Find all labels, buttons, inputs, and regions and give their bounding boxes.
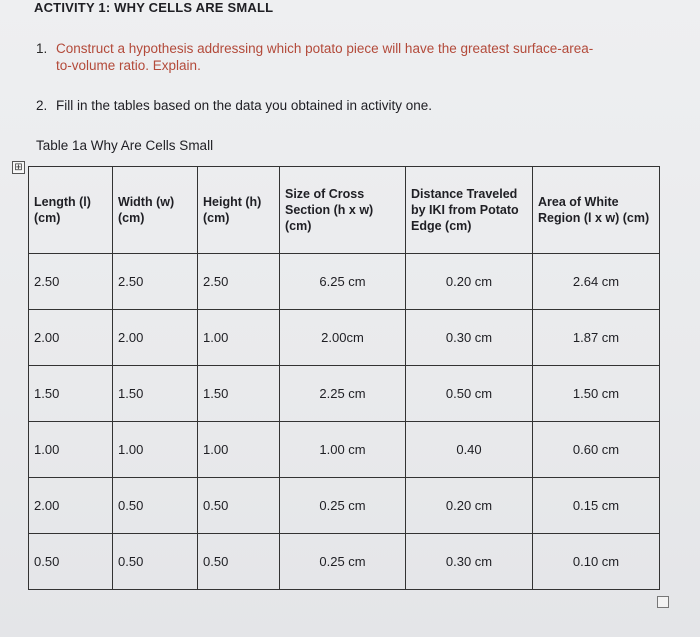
table-row (29, 422, 660, 478)
table-row (29, 366, 660, 422)
cell-white-area[interactable]: 0.10 cm (533, 534, 660, 590)
cell-white-area[interactable]: 1.87 cm (533, 310, 660, 366)
cell-height[interactable]: 0.50 (198, 534, 280, 590)
question-1 (36, 40, 666, 74)
cell-height[interactable]: 0.50 (198, 478, 280, 534)
cell-width[interactable]: 1.50 (113, 366, 198, 422)
cell-distance[interactable]: 0.20 cm (406, 254, 533, 310)
cell-length[interactable]: 0.50 (29, 534, 113, 590)
question-1-text-line2: to-volume ratio. Explain. (56, 58, 201, 73)
cell-white-area[interactable]: 2.64 cm (533, 254, 660, 310)
cell-white-area[interactable]: 1.50 cm (533, 366, 660, 422)
cell-height[interactable]: 1.00 (198, 422, 280, 478)
cell-cross-section[interactable]: 2.00cm (280, 310, 406, 366)
cell-height[interactable]: 2.50 (198, 254, 280, 310)
table-resize-handle[interactable] (657, 596, 669, 608)
cell-distance[interactable]: 0.30 cm (406, 310, 533, 366)
cell-width[interactable]: 0.50 (113, 478, 198, 534)
table-row (29, 254, 660, 310)
data-table (28, 166, 660, 590)
header-white-region-area[interactable]: Area of White Region (l x w) (cm) (533, 167, 660, 254)
cell-white-area[interactable]: 0.60 cm (533, 422, 660, 478)
activity-title: ACTIVITY 1: WHY CELLS ARE SMALL (34, 0, 274, 15)
cell-cross-section[interactable]: 6.25 cm (280, 254, 406, 310)
cell-distance[interactable]: 0.50 cm (406, 366, 533, 422)
table-move-handle-icon[interactable]: ⊞ (12, 161, 25, 174)
header-distance-traveled[interactable]: Distance Traveled by IKI from Potato Edge (cm) (406, 167, 533, 254)
cell-distance[interactable]: 0.20 cm (406, 478, 533, 534)
question-2-text: Fill in the tables based on the data you obtained in activity one. (56, 98, 432, 113)
table-row (29, 478, 660, 534)
table-row (29, 534, 660, 590)
cell-width[interactable]: 1.00 (113, 422, 198, 478)
table-caption: Table 1a Why Are Cells Small (36, 138, 214, 153)
header-width[interactable]: Width (w) (cm) (113, 167, 198, 254)
cell-height[interactable]: 1.50 (198, 366, 280, 422)
question-1-text-line1: Construct a hypothesis addressing which potato piece will have the greatest surface-area- (56, 41, 594, 56)
cell-width[interactable]: 0.50 (113, 534, 198, 590)
question-2 (36, 97, 432, 114)
cell-length[interactable]: 2.00 (29, 310, 113, 366)
header-length[interactable]: Length (l) (cm) (29, 167, 113, 254)
cell-width[interactable]: 2.50 (113, 254, 198, 310)
header-height[interactable]: Height (h) (cm) (198, 167, 280, 254)
cell-white-area[interactable]: 0.15 cm (533, 478, 660, 534)
cell-length[interactable]: 2.50 (29, 254, 113, 310)
cell-cross-section[interactable]: 2.25 cm (280, 366, 406, 422)
cell-distance[interactable]: 0.30 cm (406, 534, 533, 590)
table-row (29, 310, 660, 366)
cell-distance[interactable]: 0.40 (406, 422, 533, 478)
cell-cross-section[interactable]: 0.25 cm (280, 534, 406, 590)
cell-width[interactable]: 2.00 (113, 310, 198, 366)
table-header-row (29, 167, 660, 254)
cell-length[interactable]: 1.00 (29, 422, 113, 478)
cell-cross-section[interactable]: 1.00 cm (280, 422, 406, 478)
question-1-number: 1. (36, 41, 48, 56)
cell-cross-section[interactable]: 0.25 cm (280, 478, 406, 534)
cell-length[interactable]: 1.50 (29, 366, 113, 422)
cell-height[interactable]: 1.00 (198, 310, 280, 366)
question-2-number: 2. (36, 98, 48, 113)
cell-length[interactable]: 2.00 (29, 478, 113, 534)
header-cross-section[interactable]: Size of Cross Section (h x w) (cm) (280, 167, 406, 254)
